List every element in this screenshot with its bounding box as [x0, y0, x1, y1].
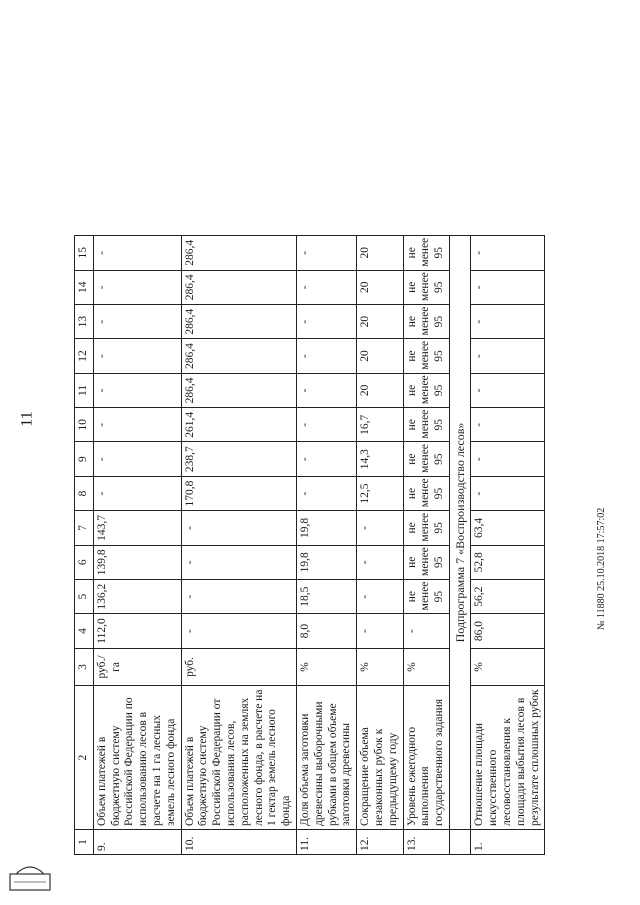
- table-cell: 20: [357, 373, 403, 407]
- table-row: [93, 236, 181, 855]
- table-cell: -: [181, 511, 296, 545]
- header-cell: 6: [75, 545, 94, 579]
- table-cell: -: [296, 236, 356, 271]
- indicator-name-cell: Отношение площади искусственного лесовосстановления к площади выбытия лесов в результате сплошных рубок: [471, 686, 545, 830]
- table-cell: 63,4: [471, 511, 545, 545]
- table-cell: -: [296, 373, 356, 407]
- table-cell: -: [471, 270, 545, 304]
- table-cell: -: [181, 545, 296, 579]
- table-row: [357, 236, 403, 855]
- table-cell: 261,4: [181, 408, 296, 442]
- table-cell: не менее 95: [403, 476, 449, 510]
- table-row: [471, 236, 545, 855]
- table-cell: 12,5: [357, 476, 403, 510]
- header-cell: 11: [75, 373, 94, 407]
- table-cell: -: [296, 339, 356, 373]
- table-cell: -: [93, 373, 181, 407]
- table-cell: не менее 95: [403, 545, 449, 579]
- table-cell: 9.: [93, 830, 181, 855]
- table-cell: -: [93, 476, 181, 510]
- table-row: [181, 236, 296, 855]
- table-cell: не менее 95: [403, 373, 449, 407]
- indicator-name-cell: Уровень ежегодного выполнения государственного задания: [403, 686, 449, 830]
- table-cell: не менее 95: [403, 408, 449, 442]
- table-cell: 238,7: [181, 442, 296, 476]
- header-cell: 4: [75, 614, 94, 648]
- table-cell: -: [296, 408, 356, 442]
- table-cell: -: [471, 339, 545, 373]
- table-cell: 20: [357, 236, 403, 271]
- header-cell: 9: [75, 442, 94, 476]
- table-cell: 286,4: [181, 304, 296, 338]
- table-cell: не менее 95: [403, 339, 449, 373]
- table-cell: не менее 95: [403, 236, 449, 271]
- header-cell: 10: [75, 408, 94, 442]
- table-cell: 170,8: [181, 476, 296, 510]
- table-row: [403, 236, 449, 855]
- table-cell: 112,0: [93, 614, 181, 648]
- table-cell: не менее 95: [403, 511, 449, 545]
- table-cell: руб.: [181, 648, 296, 686]
- table-cell: 11.: [296, 830, 356, 855]
- table-cell: 136,2: [93, 579, 181, 613]
- indicator-name-cell: Объем платежей в бюджетную систему Российской Федерации от использования лесов, расположенных на землях лесного фонда, в расчете на 1 гектар земель лесного фонда: [181, 686, 296, 830]
- indicators-table: [74, 235, 545, 855]
- table-cell: 16,7: [357, 408, 403, 442]
- table-cell: не менее 95: [403, 270, 449, 304]
- table-cell: 143,7: [93, 511, 181, 545]
- table-cell: %: [403, 648, 449, 686]
- table-cell: 139,8: [93, 545, 181, 579]
- table-cell: -: [403, 614, 449, 648]
- table-cell: 19,8: [296, 511, 356, 545]
- page-number: 11: [18, 411, 36, 427]
- header-cell: 14: [75, 270, 94, 304]
- table-cell: -: [181, 579, 296, 613]
- table-cell: 10.: [181, 830, 296, 855]
- table-cell: -: [296, 304, 356, 338]
- stamp-logo-icon: [8, 860, 52, 894]
- header-cell: 12: [75, 339, 94, 373]
- header-row: [75, 236, 94, 855]
- table-cell: 1.: [471, 830, 545, 855]
- indicator-name-cell: Доля объема заготовки древесины выборочными рубками в общем объеме заготовки древесины: [296, 686, 356, 830]
- header-cell: 1: [75, 830, 94, 855]
- table-cell: 286,4: [181, 270, 296, 304]
- table-cell: 20: [357, 339, 403, 373]
- table-cell: 14,3: [357, 442, 403, 476]
- table-cell: 8,0: [296, 614, 356, 648]
- table-cell: -: [357, 614, 403, 648]
- table-cell: 86,0: [471, 614, 545, 648]
- table-cell: 52,8: [471, 545, 545, 579]
- table-cell: %: [357, 648, 403, 686]
- table-cell: -: [357, 579, 403, 613]
- table-cell: не менее 95: [403, 579, 449, 613]
- header-cell: 7: [75, 511, 94, 545]
- table-cell: %: [296, 648, 356, 686]
- header-cell: 5: [75, 579, 94, 613]
- table-cell: -: [93, 236, 181, 271]
- table-cell: -: [93, 408, 181, 442]
- table-cell: -: [471, 236, 545, 271]
- table-cell: 12.: [357, 830, 403, 855]
- table-cell: -: [93, 442, 181, 476]
- table-cell: -: [296, 442, 356, 476]
- table-cell: -: [93, 304, 181, 338]
- table-cell: -: [296, 270, 356, 304]
- table-cell: -: [357, 545, 403, 579]
- table-cell: 18,5: [296, 579, 356, 613]
- table-cell: -: [296, 476, 356, 510]
- table-cell: -: [471, 304, 545, 338]
- table-cell: не менее 95: [403, 442, 449, 476]
- header-cell: 2: [75, 686, 94, 830]
- document-footer: № 11880 25.10.2018 17:57:02: [596, 507, 607, 630]
- header-cell: 15: [75, 236, 94, 271]
- table-cell: 20: [357, 270, 403, 304]
- table-cell: -: [357, 511, 403, 545]
- subprogram-title: Подпрограмма 7 «Воспроизводство лесов»: [449, 236, 470, 830]
- table-cell: -: [93, 339, 181, 373]
- table-cell: -: [93, 270, 181, 304]
- table-cell: -: [471, 442, 545, 476]
- table-cell: -: [471, 476, 545, 510]
- header-cell: 8: [75, 476, 94, 510]
- table-cell: -: [181, 614, 296, 648]
- table-cell: руб./га: [93, 648, 181, 686]
- table-row: [296, 236, 356, 855]
- rotated-table-container: [74, 235, 594, 855]
- table-cell: 13.: [403, 830, 449, 855]
- table-cell: %: [471, 648, 545, 686]
- table-cell: 286,4: [181, 236, 296, 271]
- table-cell: 19,8: [296, 545, 356, 579]
- table-cell: 286,4: [181, 339, 296, 373]
- header-cell: 3: [75, 648, 94, 686]
- table-cell: -: [471, 373, 545, 407]
- table-cell: 56,2: [471, 579, 545, 613]
- table-cell: -: [471, 408, 545, 442]
- header-cell: 13: [75, 304, 94, 338]
- table-cell: 286,4: [181, 373, 296, 407]
- indicator-name-cell: Объем платежей в бюджетную систему Российской Федерации по использованию лесов в расчете на 1 га лесных земель лесного фонда: [93, 686, 181, 830]
- table-cell: 20: [357, 304, 403, 338]
- indicator-name-cell: Сокращение объема незаконных рубок к предыдущему году: [357, 686, 403, 830]
- table-cell: не менее 95: [403, 304, 449, 338]
